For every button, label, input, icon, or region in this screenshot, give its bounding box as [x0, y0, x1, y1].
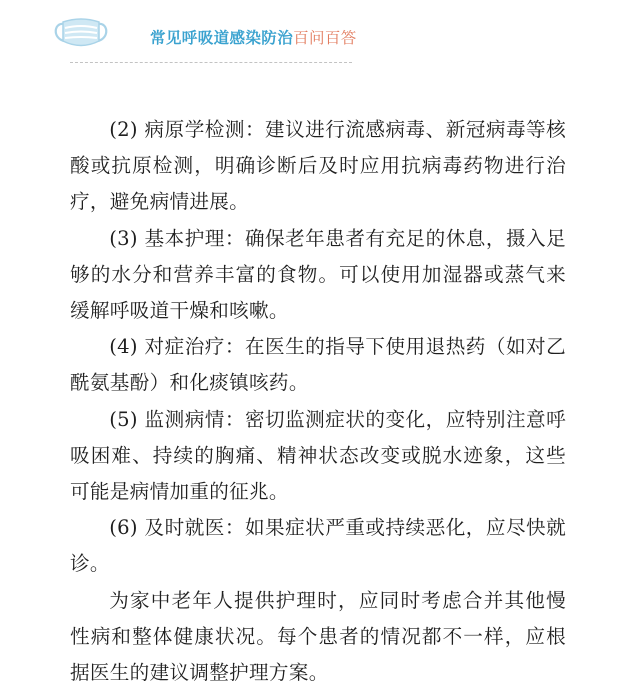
header-title-sub: 百问百答	[293, 29, 357, 47]
paragraph-pathogen-testing: (2) 病原学检测：建议进行流感病毒、新冠病毒等核酸或抗原检测，明确诊断后及时应用抗病毒药物进行治疗，避免病情进展。	[70, 118, 566, 214]
header-divider	[70, 62, 352, 63]
header-title	[150, 26, 357, 48]
face-mask-icon	[52, 14, 110, 52]
paragraph-seek-medical-care: (6) 及时就医：如果症状严重或持续恶化，应尽快就诊。	[70, 516, 566, 576]
paragraph-symptomatic-treatment: (4) 对症治疗：在医生的指导下使用退热药（如对乙酰氨基酚）和化痰镇咳药。	[70, 335, 566, 395]
page-header	[0, 0, 633, 80]
body-text	[70, 112, 566, 691]
paragraph-closing-advice: 为家中老年人提供护理时，应同时考虑合并其他慢性病和整体健康状况。每个患者的情况都不一样，应根据医生的建议调整护理方案。	[70, 588, 566, 685]
paragraph-basic-care: (3) 基本护理：确保老年患者有充足的休息，摄入足够的水分和营养丰富的食物。可以使用加湿器或蒸气来缓解呼吸道干燥和咳嗽。	[70, 226, 566, 323]
header-title-main: 常见呼吸道感染防治	[150, 29, 294, 47]
paragraph-monitor-condition: (5) 监测病情：密切监测症状的变化，应特别注意呼吸困难、持续的胸痛、精神状态改变或脱水迹象，这些可能是病情加重的征兆。	[70, 407, 566, 504]
